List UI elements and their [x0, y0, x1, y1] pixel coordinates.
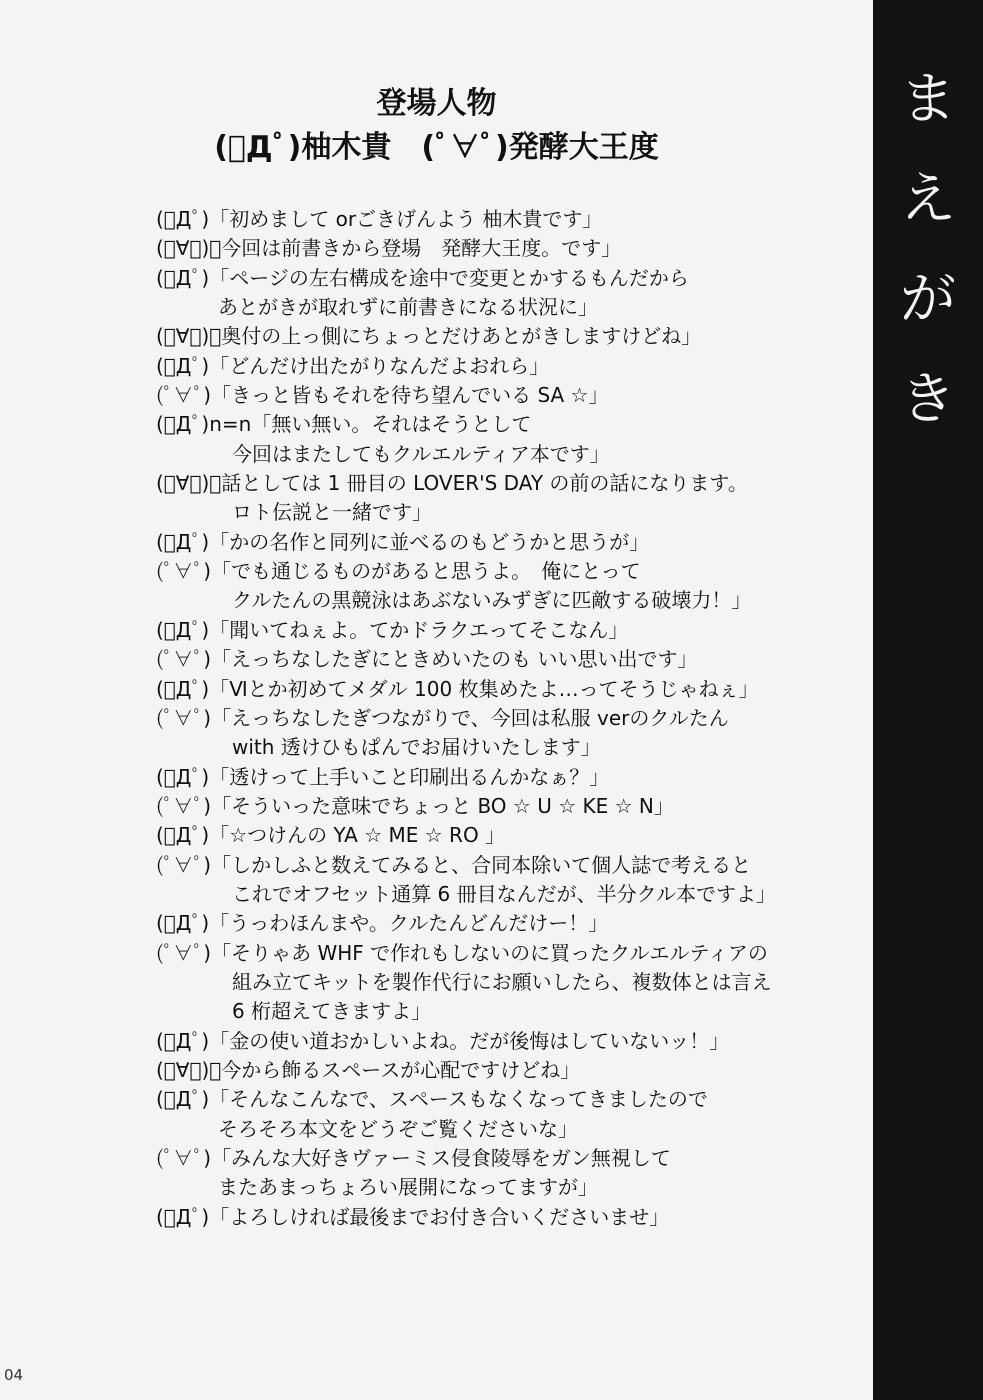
dialogue-line: (ﾟ∀ﾟ)「そりゃあ WHF で作れもしないのに買ったクルエルティアの: [156, 940, 768, 965]
dialogue-line: (ﾟДﾟ)「Ⅵとか初めてメダル 100 枚集めたよ…ってそうじゃねぇ」: [156, 676, 759, 701]
dialogue-line: (ﾟ∀ﾟ)「今から飾るスペースが心配ですけどね」: [156, 1057, 581, 1082]
side-title-band: [873, 0, 983, 1400]
side-title: [873, 50, 983, 450]
dialogue-line: (ﾟ∀ﾟ)「でも通じるものがあると思うよ。 俺にとって: [156, 559, 641, 584]
page-number: 04: [4, 1366, 24, 1384]
cast-names: (ﾟДﾟ)柚木貴 (ﾟ∀ﾟ)発酵大王度: [214, 130, 659, 165]
dialogue-line: (ﾟДﾟ)「金の使い道おかしいよね。だが後悔はしていないッ！」: [156, 1028, 730, 1053]
dialogue-line: (ﾟДﾟ)「かの名作と同列に並べるのもどうかと思うが」: [156, 529, 650, 554]
dialogue-line: (ﾟДﾟ)「どんだけ出たがりなんだよおれら」: [156, 353, 550, 378]
dialogue-list: [156, 205, 856, 1232]
dialogue-line: (ﾟДﾟ)「そんなこんなで、スペースもなくなってきましたので: [156, 1087, 708, 1112]
side-title-char: え: [900, 167, 956, 232]
dialogue-line-continuation: またあまっちょろい展開になってますが」: [218, 1175, 598, 1200]
dialogue-line: (ﾟ∀ﾟ)「えっちなしたぎにときめいたのも いい思い出です」: [156, 647, 698, 672]
side-title-char: ま: [900, 67, 956, 132]
dialogue-line: (ﾟДﾟ)「☆つけんの YA ☆ ME ☆ RO 」: [156, 823, 506, 848]
dialogue-line: (ﾟ∀ﾟ)「きっと皆もそれを待ち望んでいる SA ☆」: [156, 383, 609, 408]
dialogue-line: (ﾟ∀ﾟ)「今回は前書きから登場 発酵大王度。です」: [156, 236, 622, 261]
side-title-char: き: [900, 367, 956, 432]
side-title-char: が: [900, 267, 956, 332]
dialogue-line: (ﾟ∀ﾟ)「話としては 1 冊目の LOVER'S DAY の前の話になります。: [156, 471, 748, 496]
dialogue-line: (ﾟДﾟ)「初めまして orごきげんよう 柚木貴です」: [156, 207, 603, 231]
dialogue-line-continuation: あとがきが取れずに前書きになる状況に」: [218, 295, 598, 320]
dialogue-line: (ﾟДﾟ)「うっわほんまや。クルたんどんだけー！」: [156, 911, 609, 936]
dialogue-line-continuation: 6 桁超えてきますよ」: [232, 999, 432, 1024]
dialogue-line: (ﾟДﾟ)「ページの左右構成を途中で変更とかするもんだから: [156, 265, 689, 290]
dialogue-line-continuation: 組み立てキットを製作代行にお願いしたら、複数体とは言え: [232, 969, 772, 994]
dialogue-line: (ﾟ∀ﾟ)「そういった意味でちょっと BO ☆ U ☆ KE ☆ N」: [156, 793, 674, 818]
dialogue-line: (ﾟДﾟ)「透けって上手いこと印刷出るんかなぁ？」: [156, 764, 610, 789]
dialogue-line: (ﾟДﾟ)「聞いてねぇよ。てかドラクエってそこなん」: [156, 617, 629, 642]
dialogue-line: (ﾟ∀ﾟ)「しかしふと数えてみると、合同本除いて個人誌で考えると: [156, 852, 752, 877]
dialogue-line-continuation: ロト伝説と一緒です」: [232, 500, 432, 525]
dialogue-line-continuation: 今回はまたしてもクルエルティア本です」: [232, 441, 610, 466]
dialogue-line-continuation: そろそろ本文をどうぞご覧くださいな」: [218, 1116, 578, 1141]
dialogue-line-continuation: with 透けひもぱんでお届けいたします」: [232, 735, 601, 760]
dialogue-line-continuation: クルたんの黒競泳はあぶないみずぎに匹敵する破壊力！」: [232, 588, 752, 613]
dialogue-line: (ﾟ∀ﾟ)「奥付の上っ側にちょっとだけあとがきしますけどね」: [156, 324, 702, 349]
dialogue-line: (ﾟ∀ﾟ)「みんな大好きヴァーミス侵食陵辱をガン無視して: [156, 1146, 671, 1170]
cast-heading: 登場人物: [376, 86, 497, 121]
dialogue-line: (ﾟДﾟ)n=n「無い無い。それはそうとして: [156, 412, 532, 437]
dialogue-line: (ﾟДﾟ)「よろしければ最後までお付き合いくださいませ」: [156, 1204, 670, 1229]
dialogue-line: (ﾟ∀ﾟ)「えっちなしたぎつながりで、今回は私服 verのクルたん: [156, 705, 729, 730]
dialogue-line-continuation: これでオフセット通算 6 冊目なんだが、半分クル本ですよ」: [232, 881, 777, 906]
